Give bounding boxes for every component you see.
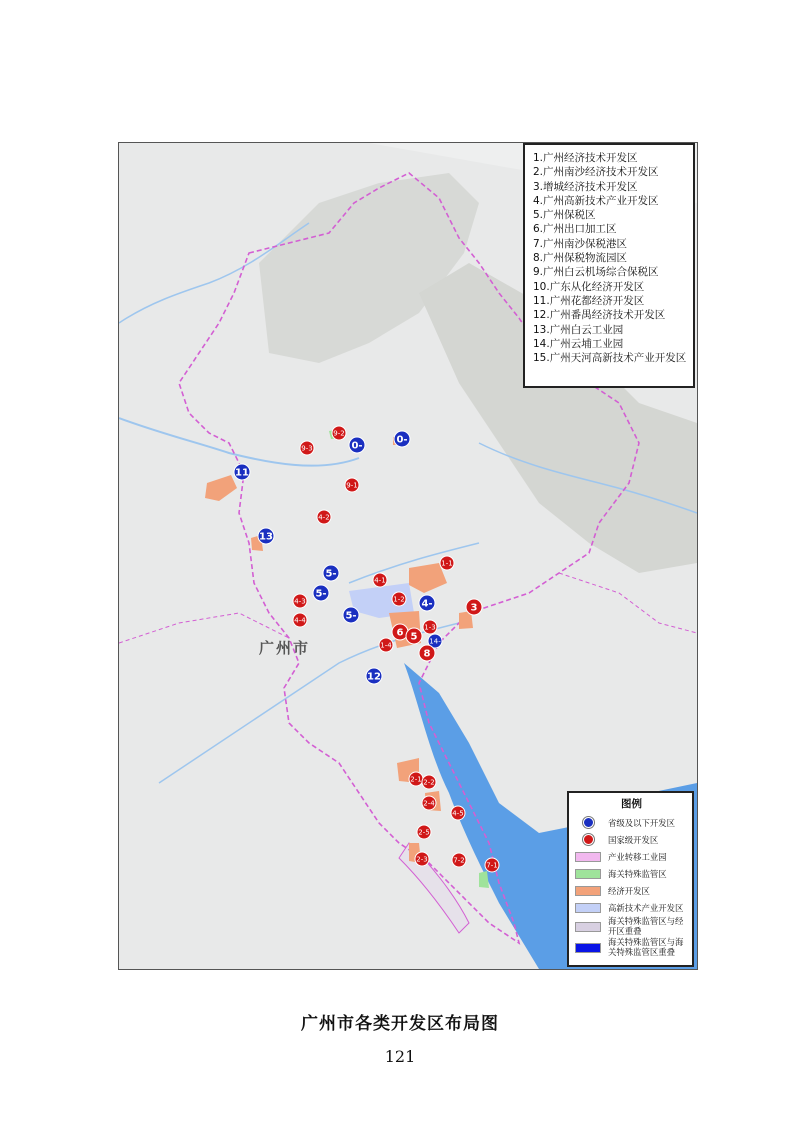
- legend-dot-icon: [583, 834, 594, 845]
- zone-marker-national[interactable]: [451, 806, 465, 820]
- zone-marker-national[interactable]: [409, 772, 423, 786]
- city-label: 广州市: [259, 639, 311, 657]
- marker-label: 4-: [421, 598, 433, 610]
- zone-marker-national[interactable]: [415, 852, 429, 866]
- zone-marker-national[interactable]: [373, 573, 387, 587]
- zone-marker-provincial[interactable]: [234, 464, 250, 480]
- marker-label: 7-2: [453, 856, 465, 865]
- legend-label: 产业转移工业园: [608, 851, 667, 862]
- district-list-item: 8.广州保税物流园区: [533, 252, 628, 265]
- zone-marker-provincial[interactable]: [313, 585, 329, 601]
- marker-label: 5-: [325, 568, 337, 580]
- zone-marker-national[interactable]: [466, 599, 482, 615]
- district-list-item: 7.广州南沙保税港区: [533, 237, 628, 250]
- marker-label: 4-1: [374, 576, 386, 585]
- legend-item: [575, 831, 688, 848]
- legend-item: [575, 937, 688, 958]
- marker-label: 12: [367, 671, 381, 683]
- marker-label: 1-2: [393, 595, 405, 604]
- zone-marker-national[interactable]: [392, 624, 408, 640]
- legend-item: [575, 848, 688, 865]
- legend-swatch: [575, 886, 601, 896]
- legend-swatch: [575, 818, 601, 828]
- legend-dot-icon: [583, 817, 594, 828]
- legend-swatch: [575, 869, 601, 879]
- legend-label: 高新技术产业开发区: [608, 902, 684, 913]
- zone-marker-national[interactable]: [452, 853, 466, 867]
- district-list-item: 4.广州高新技术产业开发区: [533, 194, 659, 207]
- district-list: [523, 143, 695, 388]
- zone-marker-national[interactable]: [485, 858, 499, 872]
- marker-label: 7-1: [486, 861, 498, 870]
- zone-marker-national[interactable]: [392, 592, 406, 606]
- marker-label: 6: [396, 627, 404, 639]
- legend-swatch: [575, 922, 601, 932]
- zone-marker-national[interactable]: [419, 645, 435, 661]
- legend-rows: [575, 814, 688, 958]
- figure-caption: 广州市各类开发区布局图: [301, 1014, 499, 1034]
- legend-swatch: [575, 903, 601, 913]
- zone-marker-provincial[interactable]: [349, 437, 365, 453]
- zone-marker-provincial[interactable]: [394, 431, 410, 447]
- marker-label: 0-: [351, 440, 363, 452]
- zone-marker-national[interactable]: [422, 775, 436, 789]
- legend-item: [575, 865, 688, 882]
- zone-marker-provincial[interactable]: [343, 607, 359, 623]
- marker-label: 4-5: [452, 809, 464, 818]
- marker-label: 2-1: [410, 775, 422, 784]
- legend-title: 图例: [621, 798, 642, 810]
- zone-marker-national[interactable]: [332, 426, 346, 440]
- zone-marker-national[interactable]: [417, 825, 431, 839]
- marker-label: 9-1: [346, 481, 358, 490]
- zone-marker-national[interactable]: [379, 638, 393, 652]
- district-list-item: 5.广州保税区: [533, 209, 596, 222]
- zone-marker-national[interactable]: [422, 796, 436, 810]
- marker-label: 4-4: [294, 616, 306, 625]
- legend-item: [575, 814, 688, 831]
- map-frame: [118, 142, 698, 970]
- legend-swatch: [575, 835, 601, 845]
- legend-label: 海关特殊监管区与经开区重叠: [608, 916, 684, 936]
- zone-marker-national[interactable]: [293, 594, 307, 608]
- legend-swatch: [575, 852, 601, 862]
- legend-label: 国家级开发区: [608, 834, 659, 845]
- marker-label: 2-3: [416, 855, 428, 864]
- district-list-item: 12.广州番禺经济技术开发区: [533, 309, 666, 322]
- marker-label: 11: [235, 467, 249, 479]
- zone-marker-national[interactable]: [300, 441, 314, 455]
- marker-label: 2-2: [423, 778, 435, 787]
- marker-label: 4-2: [318, 513, 330, 522]
- zone-marker-provincial[interactable]: [366, 668, 382, 684]
- marker-label: 1-3: [424, 623, 436, 632]
- district-list-item: 10.广东从化经济开发区: [533, 280, 645, 293]
- zone-marker-national[interactable]: [293, 613, 307, 627]
- legend-item: [575, 916, 688, 937]
- marker-label: 14-: [429, 637, 441, 646]
- district-list-item: 2.广州南沙经济技术开发区: [533, 166, 659, 179]
- district-list-item: 1.广州经济技术开发区: [533, 152, 638, 164]
- legend-item: [575, 899, 688, 916]
- marker-label: 5-: [345, 610, 357, 622]
- district-list-item: 11.广州花都经济开发区: [533, 294, 645, 307]
- district-list-item: 3.增城经济技术开发区: [533, 180, 638, 193]
- marker-label: 5-: [315, 588, 327, 600]
- marker-label: 1-1: [441, 559, 453, 568]
- district-list-item: 15.广州天河高新技术产业开发区: [533, 352, 687, 365]
- legend-swatch: [575, 943, 601, 953]
- marker-label: 2-4: [423, 799, 435, 808]
- district-list-item: 13.广州白云工业园: [533, 323, 624, 336]
- marker-label: 0-: [396, 434, 408, 446]
- marker-label: 9-2: [333, 429, 345, 438]
- page-number: 121: [384, 1047, 416, 1066]
- marker-label: 1-4: [380, 641, 392, 650]
- legend-label: 省级及以下开发区: [608, 817, 675, 828]
- marker-label: 5: [410, 631, 418, 643]
- zone-marker-national[interactable]: [440, 556, 454, 570]
- zone-marker-provincial[interactable]: [258, 528, 274, 544]
- district-list-item: 9.广州白云机场综合保税区: [533, 266, 659, 279]
- district-list-item: 6.广州出口加工区: [533, 223, 617, 236]
- map-legend: [567, 791, 694, 967]
- legend-label: 海关特殊监管区与海关特殊监管区重叠: [608, 937, 684, 957]
- legend-item: [575, 882, 688, 899]
- marker-label: 13: [259, 531, 273, 543]
- zone-marker-national[interactable]: [345, 478, 359, 492]
- zone-marker-national[interactable]: [406, 628, 422, 644]
- zone-marker-national[interactable]: [317, 510, 331, 524]
- marker-label: 9-3: [301, 444, 313, 453]
- zone-marker-provincial[interactable]: [419, 595, 435, 611]
- zone-marker-provincial[interactable]: [323, 565, 339, 581]
- legend-label: 海关特殊监管区: [608, 868, 667, 879]
- legend-label: 经济开发区: [608, 885, 650, 896]
- marker-label: 4-3: [294, 597, 306, 606]
- district-list-item: 14.广州云埔工业园: [533, 337, 624, 350]
- marker-label: 3: [470, 602, 478, 614]
- zone-marker-national[interactable]: [423, 620, 437, 634]
- marker-label: 2-5: [418, 828, 430, 837]
- marker-label: 8: [423, 648, 431, 660]
